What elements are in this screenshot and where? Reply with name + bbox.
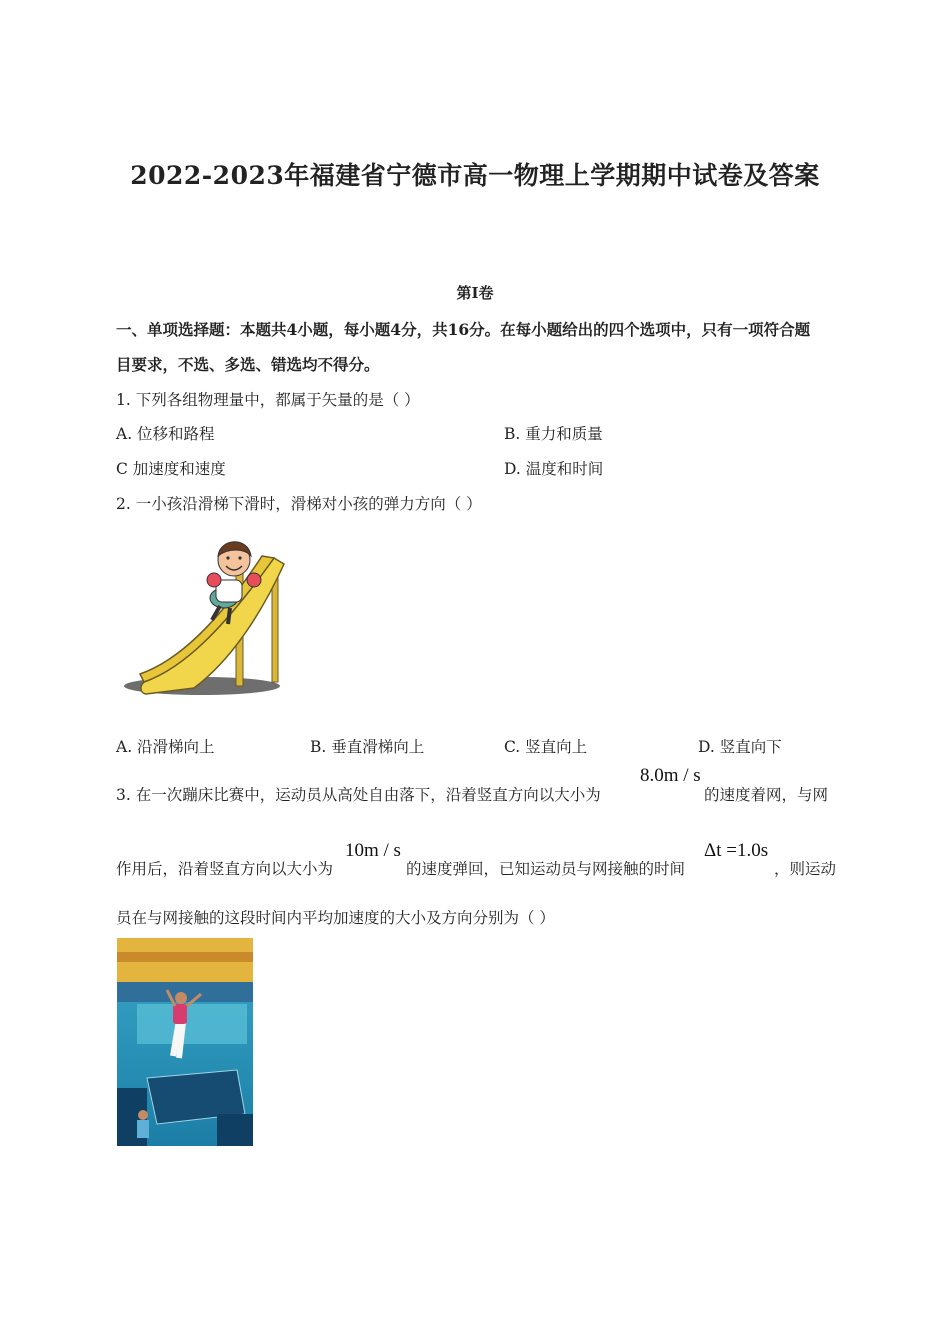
instructions-line-2: 目要求，不选、多选、错选均不得分。: [116, 355, 380, 374]
document-title: 2022-2023年福建省宁德市高一物理上学期期中试卷及答案: [130, 161, 820, 190]
q2-option-a: A. 沿滑梯向上: [116, 738, 215, 756]
q3-line3-text: 员在与网接触的这段时间内平均加速度的大小及方向分别为（ ）: [116, 909, 555, 927]
q1-option-a: A. 位移和路程: [116, 425, 215, 443]
q3-line1-end: 的速度着网，与网: [704, 786, 829, 804]
q2-option-d: D. 竖直向下: [698, 738, 782, 756]
q3-line1-text: 3. 在一次蹦床比赛中，运动员从高处自由落下，沿着竖直方向以大小为: [116, 786, 601, 804]
instructions-line-1: 一、单项选择题：本题共4小题，每小题4分，共16分。在每小题给出的四个选项中，只有一项符合题: [116, 320, 811, 339]
q3-contact-time: Δt =1.0s: [704, 840, 769, 861]
q3-line2-text: 作用后，沿着竖直方向以大小为: [116, 860, 334, 878]
slide-illustration: [124, 528, 294, 700]
q2-stem: 2. 一小孩沿滑梯下滑时，滑梯对小孩的弹力方向（ ）: [116, 495, 482, 513]
q1-option-b: B. 重力和质量: [504, 425, 603, 443]
q3-line2-middle: 的速度弹回，已知运动员与网接触的时间: [406, 860, 686, 878]
q2-option-b: B. 垂直滑梯向上: [310, 738, 425, 756]
trampoline-photo: [117, 938, 253, 1146]
q1-stem: 1. 下列各组物理量中，都属于矢量的是（ ）: [116, 391, 420, 409]
q1-option-d: D. 温度和时间: [504, 460, 604, 478]
section-heading: 第I卷: [456, 284, 494, 302]
q3-rebound-speed: 10m / s: [345, 840, 401, 861]
q2-option-c: C. 竖直向上: [504, 738, 588, 756]
q3-initial-speed: 8.0m / s: [640, 765, 701, 786]
q1-option-c: C 加速度和速度: [116, 460, 226, 478]
q3-line2-end: ，则运动: [774, 860, 837, 878]
